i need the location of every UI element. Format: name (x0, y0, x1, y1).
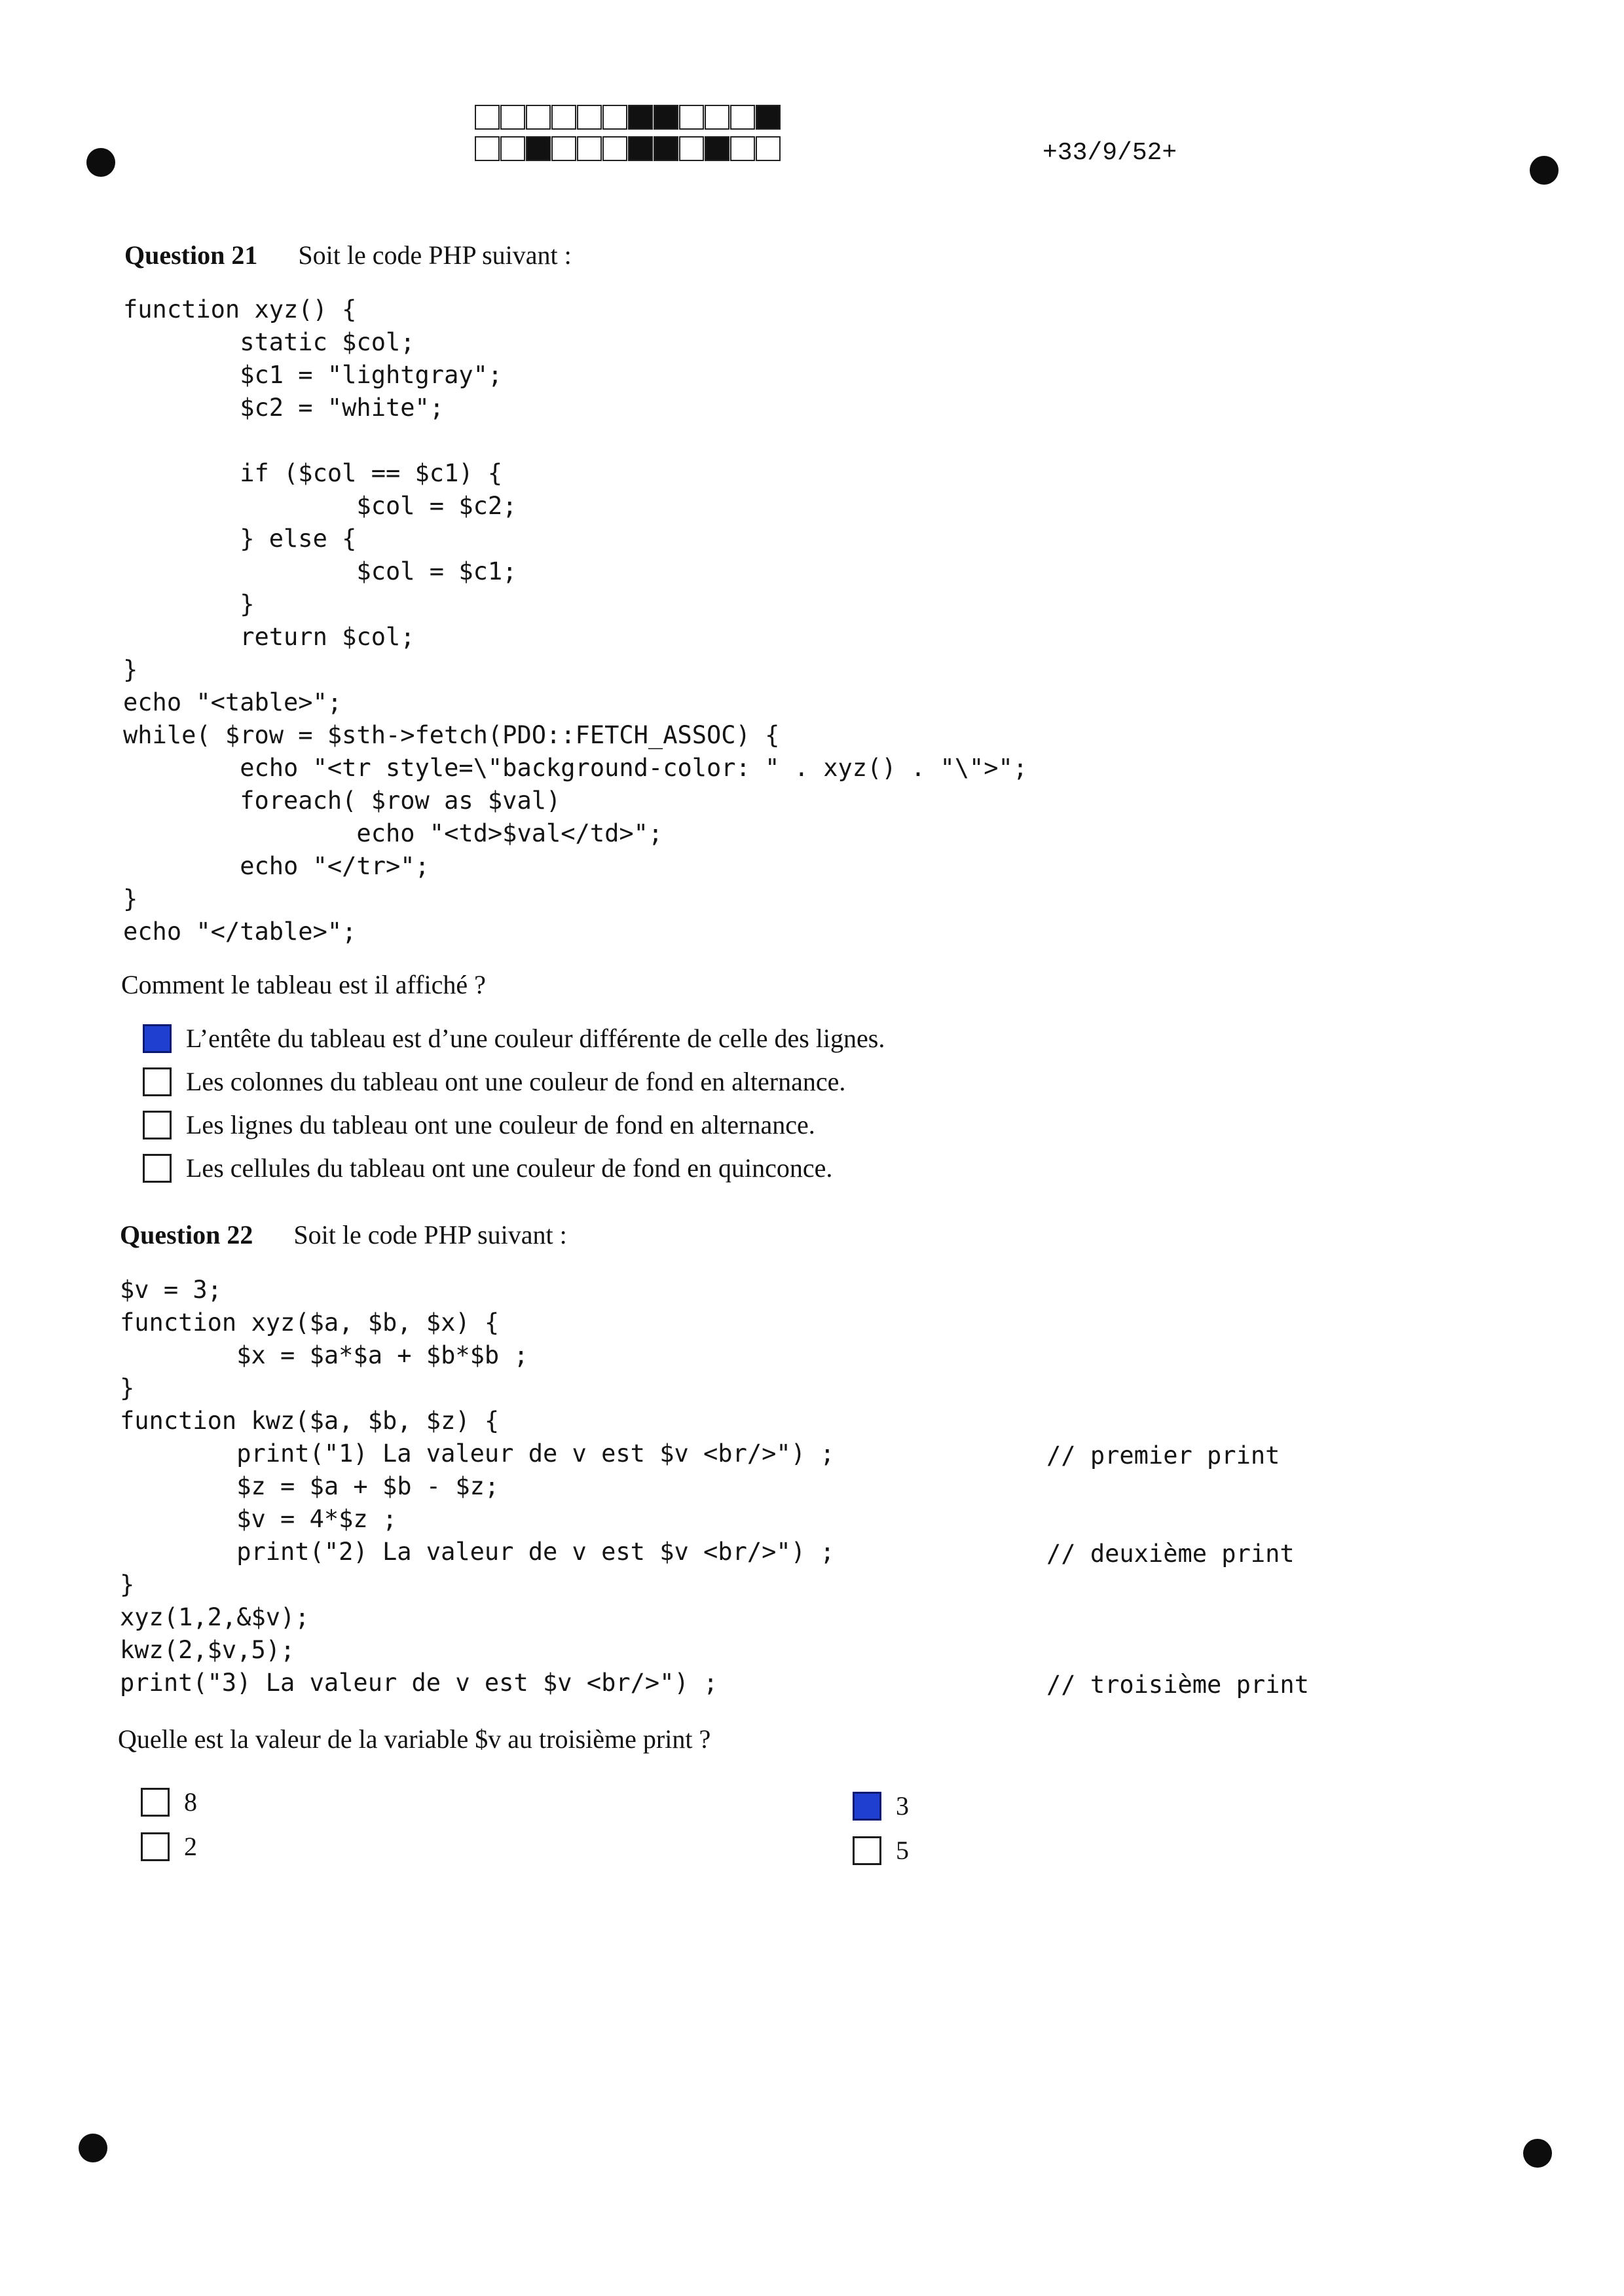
barcode-cell (705, 136, 729, 161)
q22-option-2[interactable] (141, 1831, 197, 1862)
barcode-cell (577, 105, 602, 130)
barcode-cell (730, 105, 755, 130)
q21-option-1[interactable] (143, 1023, 885, 1054)
comment-troisieme-print: // troisième print (1046, 1671, 1309, 1699)
corner-mark-top-right (1530, 156, 1559, 185)
q22-option-1-checkbox[interactable] (141, 1788, 170, 1817)
q22-option-1-label: 8 (184, 1787, 197, 1817)
corner-mark-bottom-right (1523, 2139, 1552, 2168)
barcode-cell (602, 136, 627, 161)
question-21-code: function xyz() { static $col; $c1 = "lightgray"; $c2 = "white"; if ($col == $c1) { $col = $c2; } else { $col = $c1; } return $col; } echo "<table>"; while( $row = $sth->fetch(PDO::FETCH_ASSOC) { echo "<tr style=\"background-color: " . xyz() . "\">"; foreach( $row as $val) echo "<td>$val</td>"; echo "</tr>"; } echo "</table>"; (123, 295, 1028, 946)
barcode-cell (602, 105, 627, 130)
question-22-label: Question 22 (120, 1220, 253, 1250)
q21-option-3[interactable] (143, 1109, 815, 1140)
q22-option-4-label: 5 (896, 1836, 909, 1865)
q21-option-2-checkbox[interactable] (143, 1067, 172, 1096)
barcode-cell (628, 105, 653, 130)
q22-option-4[interactable] (853, 1835, 909, 1866)
barcode-cell (679, 105, 704, 130)
barcode-cell (628, 136, 653, 161)
barcode-cell (475, 136, 500, 161)
q21-option-2-label: Les colonnes du tableau ont une couleur de fond en alternance. (186, 1067, 846, 1096)
barcode-row-2 (475, 136, 781, 162)
q22-option-3-label: 3 (896, 1791, 909, 1821)
q22-option-3[interactable] (853, 1790, 909, 1821)
barcode-cell (756, 105, 781, 130)
barcode-cell (526, 136, 551, 161)
barcode-cell (500, 105, 525, 130)
comment-premier-print: // premier print (1046, 1441, 1280, 1470)
question-22-intro: Soit le code PHP suivant : (293, 1220, 567, 1250)
question-22-header (120, 1219, 567, 1250)
barcode-cell (551, 105, 576, 130)
question-22-code: $v = 3; function xyz($a, $b, $x) { $x = $a*$a + $b*$b ; } function kwz($a, $b, $z) { print("1) La valeur de v est $v <br/>") ; $z = $a + $b - $z; $v = 4*$z ; print("2) La valeur de v est $v <br/>") ; } xyz(1,2,&$v); kwz(2,$v,5); print("3) La valeur de v est $v <br/>") ; (120, 1276, 835, 1697)
corner-mark-bottom-left (79, 2134, 107, 2162)
barcode-cell (654, 136, 678, 161)
q22-option-2-checkbox[interactable] (141, 1832, 170, 1861)
corner-mark-top-left (86, 148, 115, 177)
q22-option-2-label: 2 (184, 1832, 197, 1861)
barcode-cell (577, 136, 602, 161)
question-21-label: Question 21 (124, 240, 258, 270)
barcode-cell (526, 105, 551, 130)
barcode-cell (679, 136, 704, 161)
barcode-row-1 (475, 105, 781, 131)
barcode-cell (756, 136, 781, 161)
barcode-cell (551, 136, 576, 161)
barcode-cell (705, 105, 729, 130)
question-21-intro: Soit le code PHP suivant : (298, 240, 572, 270)
q21-option-1-label: L’entête du tableau est d’une couleur différente de celle des lignes. (186, 1024, 885, 1053)
question-22-prompt: Quelle est la valeur de la variable $v au troisième print ? (118, 1724, 711, 1754)
page-id: +33/9/52+ (1043, 139, 1177, 167)
q21-option-4-checkbox[interactable] (143, 1154, 172, 1183)
q21-option-1-checkbox[interactable] (143, 1024, 172, 1053)
q22-option-3-checkbox[interactable] (853, 1792, 881, 1821)
q21-option-2[interactable] (143, 1066, 845, 1097)
barcode-cell (500, 136, 525, 161)
barcode-cell (730, 136, 755, 161)
q21-option-4[interactable] (143, 1153, 832, 1183)
q22-option-1[interactable] (141, 1787, 197, 1817)
q21-option-4-label: Les cellules du tableau ont une couleur de fond en quinconce. (186, 1153, 833, 1183)
question-21-prompt: Comment le tableau est il affiché ? (121, 970, 486, 999)
question-21-header (124, 240, 572, 270)
q21-option-3-label: Les lignes du tableau ont une couleur de fond en alternance. (186, 1110, 815, 1139)
q22-option-4-checkbox[interactable] (853, 1836, 881, 1865)
comment-deuxieme-print: // deuxième print (1046, 1540, 1295, 1568)
barcode-cell (654, 105, 678, 130)
q21-option-3-checkbox[interactable] (143, 1111, 172, 1139)
barcode-cell (475, 105, 500, 130)
